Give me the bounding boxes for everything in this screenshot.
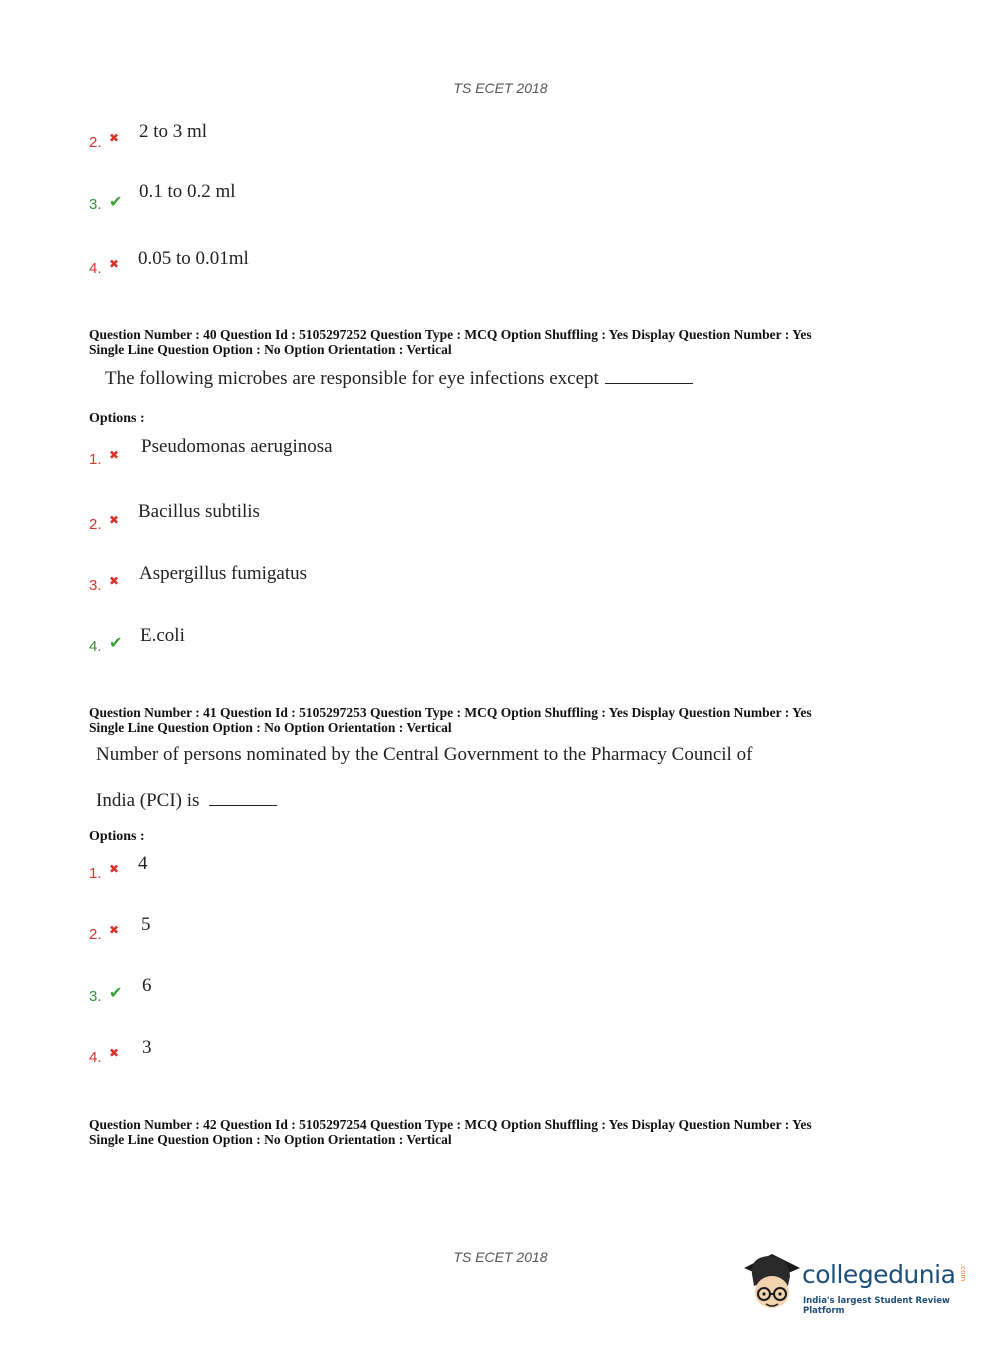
question-text: India (PCI) is [96,790,200,811]
option-text: 2 to 3 ml [139,121,208,142]
option-text: 5 [141,914,151,935]
page-footer: TS ECET 2018 [453,1249,548,1265]
option-number: 2. [89,516,102,533]
question-40-meta [89,327,909,357]
wrong-mark-icon: ✖ [109,448,120,462]
option-text: Aspergillus fumigatus [139,563,308,584]
question-42-meta [89,1117,909,1147]
logo-brand-text: collegedunia [802,1260,956,1289]
option-number: 1. [89,451,102,468]
wrong-mark-icon: ✖ [109,923,120,937]
correct-check-icon: ✔ [109,983,123,1002]
wrong-mark-icon: ✖ [109,513,120,527]
options-label: Options : [89,829,145,844]
wrong-mark-icon: ✖ [109,1046,120,1060]
option-text: 6 [142,975,152,996]
prev-option-4 [89,250,789,290]
meta-line: Question Number : 42 Question Id : 5105297254 Question Type : MCQ Option Shuffling : Yes Display Question Number : Yes [89,1117,812,1132]
answer-blank [209,789,277,806]
question-41-meta [89,705,909,735]
option-text: Bacillus subtilis [138,501,260,522]
prev-option-2 [89,121,789,164]
collegedunia-logo [742,1250,972,1320]
correct-check-icon: ✔ [109,633,123,652]
option-number: 4. [89,1049,102,1066]
meta-line: Question Number : 40 Question Id : 5105297252 Question Type : MCQ Option Shuffling : Yes Display Question Number : Yes [89,327,812,342]
question-41-text-line-1: Number of persons nominated by the Central Government to the Pharmacy Council of [96,744,753,765]
option-text: 4 [138,853,148,874]
option-number: 3. [89,196,102,213]
q40-option-3 [89,563,789,606]
answer-blank [605,367,693,384]
q41-option-2 [89,916,789,956]
option-text: Pseudomonas aeruginosa [141,436,333,457]
option-text: 3 [142,1037,152,1058]
option-number: 3. [89,988,102,1005]
mascot-icon [742,1250,804,1320]
question-40-text [105,367,693,390]
question-text: The following microbes are responsible for eye infections except [105,368,599,389]
wrong-mark-icon: ✖ [109,574,120,588]
option-number: 2. [89,926,102,943]
option-number: 1. [89,865,102,882]
meta-line: Question Number : 41 Question Id : 5105297253 Question Type : MCQ Option Shuffling : Yes Display Question Number : Yes [89,705,812,720]
question-41-text-line-2 [96,789,277,812]
option-number: 4. [89,638,102,655]
q41-option-1 [89,855,789,895]
option-text: 0.05 to 0.01ml [138,248,249,269]
option-text: E.coli [140,625,185,646]
q40-option-2 [89,501,789,544]
logo-tagline: India's largest Student Review Platform [803,1296,950,1316]
option-number: 2. [89,134,102,151]
options-label: Options : [89,411,145,426]
q41-option-4 [89,1039,789,1079]
page-header: TS ECET 2018 [453,80,548,96]
wrong-mark-icon: ✖ [109,862,120,876]
option-text: 0.1 to 0.2 ml [139,181,236,202]
wrong-mark-icon: ✖ [109,257,120,271]
meta-line: Single Line Question Option : No Option Orientation : Vertical [89,720,452,735]
q41-option-3 [89,977,789,1017]
q40-option-4 [89,625,789,668]
wrong-mark-icon: ✖ [109,131,120,145]
prev-option-3 [89,181,789,226]
meta-line: Single Line Question Option : No Option Orientation : Vertical [89,1132,452,1147]
option-number: 4. [89,260,102,277]
q40-option-1 [89,436,789,479]
correct-check-icon: ✔ [109,192,123,211]
meta-line: Single Line Question Option : No Option Orientation : Vertical [89,342,452,357]
logo-domain-suffix: .com [959,1264,967,1282]
option-number: 3. [89,577,102,594]
